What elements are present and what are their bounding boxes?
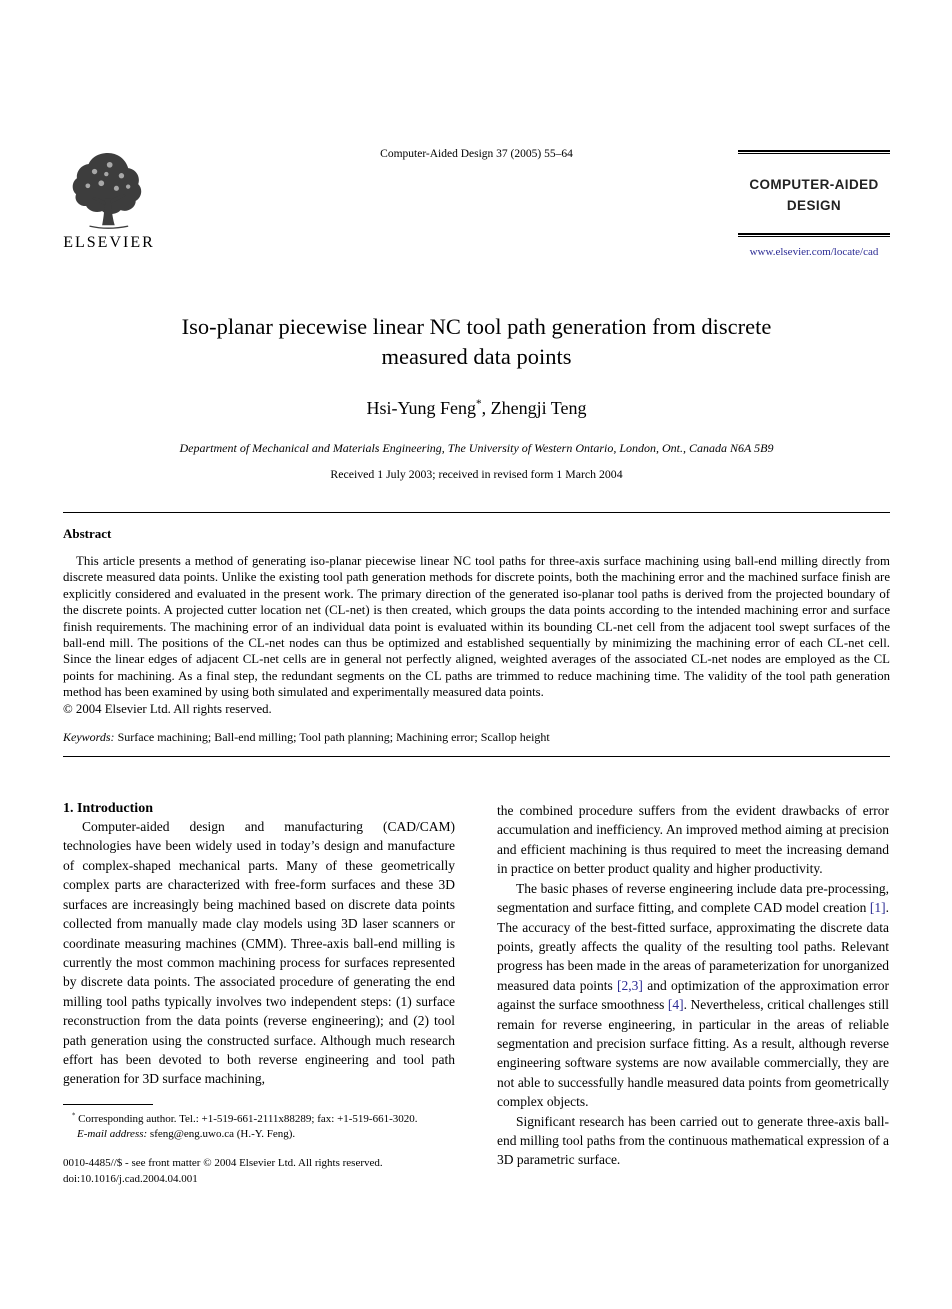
reference-link[interactable]: [2,3]: [617, 977, 643, 993]
intro-paragraph-right-3: Significant research has been carried out to generate three-axis ball-end milling tool paths from the continuous mathematical expression of a 3D parametric surface.: [497, 1113, 889, 1168]
received-dates: Received 1 July 2003; received in revised form 1 March 2004: [330, 467, 623, 481]
authors-line: Hsi-Yung Feng*, Zhengji Teng: [366, 398, 587, 418]
footnote-divider: [63, 1104, 153, 1105]
reference-link[interactable]: [1]: [869, 900, 886, 916]
doi-line: doi:10.1016/j.cad.2004.04.001: [63, 1173, 198, 1186]
page-header: [63, 148, 890, 266]
keywords-line: [63, 730, 890, 745]
copyright-line: © 2004 Elsevier Ltd. All rights reserved.: [63, 701, 272, 716]
intro-paragraph-left: Computer-aided design and manufacturing (CAD/CAM) technologies have been widely used in today’s design and manufacture of complex-shaped mechanical parts. Many of these geometrically complex parts are characterized with free-form surfaces and these 3D surfaces are increasingly being machined based on discrete data points collected from manually made clay models using 3D laser scanners or coordinate measuring machines (CMM). Three-axis ball-end milling is currently the most common machining process for surfaces represented by discrete data points. The associated procedure of generating the end milling tool paths typically involves two independent steps: (1) surface reconstruction from the data points (reverse engineering); and (2) tool path generation using the constructed surface. Although much research effort has been devoted to both reverse engineering and tool path generation for 3D surface machining,: [63, 819, 455, 1087]
elsevier-tree-icon: [65, 148, 151, 232]
left-column: [63, 801, 455, 1188]
reference-link[interactable]: [4]: [667, 997, 684, 1013]
corresponding-author-note: * Corresponding author. Tel.: +1-519-661-2111x88289; fax: +1-519-661-3020.: [72, 1112, 418, 1125]
body-columns: [63, 801, 890, 1188]
keywords-bottom-rule: [63, 756, 890, 757]
publisher-name: ELSEVIER: [63, 234, 155, 251]
journal-name: COMPUTER-AIDED DESIGN: [749, 177, 879, 213]
footnote-block: [63, 1104, 455, 1142]
affiliation: Department of Mechanical and Materials Engineering, The University of Western Ontario, London, Ont., Canada N6A 5B9: [179, 441, 774, 455]
issn-line: 0010-4485//$ - see front matter © 2004 Elsevier Ltd. All rights reserved.: [63, 1156, 383, 1169]
imprint-block: [63, 1155, 455, 1188]
elsevier-logo: [63, 148, 215, 252]
abstract-heading: Abstract: [63, 526, 112, 541]
keywords-label: Keywords:: [63, 730, 115, 745]
abstract-text: This article presents a method of generating iso-planar piecewise linear NC tool paths for three-axis surface machining using ball-end milling directly from discrete measured data points. Unlike the existing tool path generation methods for discrete points, both the machining error and the machined surface finish are explicitly considered and evaluated in the present work. The primary direction of the generated iso-planar tool paths is derived from the projected boundary of the discrete points. A projected cutter location net (CL-net) is then created, which groups the data points according to the intended machining error and surface finish requirements. The machining error of an individual data point is evaluated within its bounding CL-net cell from the adjacent tool swept surfaces of the ball-end mill. The positions of the CL-net nodes can thus be optimized and established sequentially by minimizing the machining error of each CL-net cell. Since the linear edges of adjacent CL-net cells are in general not perfectly aligned, weighted averages of the associated CL-net nodes are employed as the CL points for machining. As a final step, the redundant segments on the CL paths are trimmed to reduce machining time. The validity of the tool path generation method has been examined by using both simulated and experimentally measured data points.: [63, 554, 890, 700]
journal-url-link[interactable]: www.elsevier.com/locate/cad: [749, 246, 879, 258]
email-note: E-mail address: sfeng@eng.uwo.ca (H.-Y. Feng).: [77, 1127, 296, 1140]
keywords-list: Surface machining; Ball-end milling; Tool path planning; Machining error; Scallop height: [114, 730, 550, 745]
masthead-bottom-rule: [738, 233, 890, 237]
section-heading-introduction: 1. Introduction: [63, 801, 153, 817]
intro-paragraph-right-2: The basic phases of reverse engineering include data pre-processing, segmentation and surface fitting, and complete CAD model creation [1]. The accuracy of the best-fitted surface, approximating the discrete data points, greatly affects the quality of the resulting tool paths. Relevant progress has been made in the areas of parameterization for unorganized measured data points [2,3] and optimization of the approximation error against the surface smoothness [4]. Nevertheless, critical challenges still remain for reverse engineering, in particular in the areas of reliable segmentation and precision surface fitting. As a result, although reverse engineering software systems are now available commercially, they are not able to successfully handle measured data points from geometrically complex objects.: [497, 880, 889, 1110]
journal-masthead: [738, 148, 890, 258]
paper-title: Iso-planar piecewise linear NC tool path generation from discrete measured data points: [181, 314, 772, 369]
masthead-top-rule: [738, 150, 890, 154]
journal-citation: Computer-Aided Design 37 (2005) 55–64: [380, 148, 573, 160]
abstract-top-rule: [63, 512, 890, 513]
intro-paragraph-right-1: the combined procedure suffers from the evident drawbacks of error accumulation and inefficiency. An improved method aiming at precision and efficient machining is thus required to meet the increasing demand in practice on better product quality and higher productivity.: [497, 803, 889, 877]
right-column: [497, 801, 889, 1188]
abstract-section: [63, 526, 890, 745]
